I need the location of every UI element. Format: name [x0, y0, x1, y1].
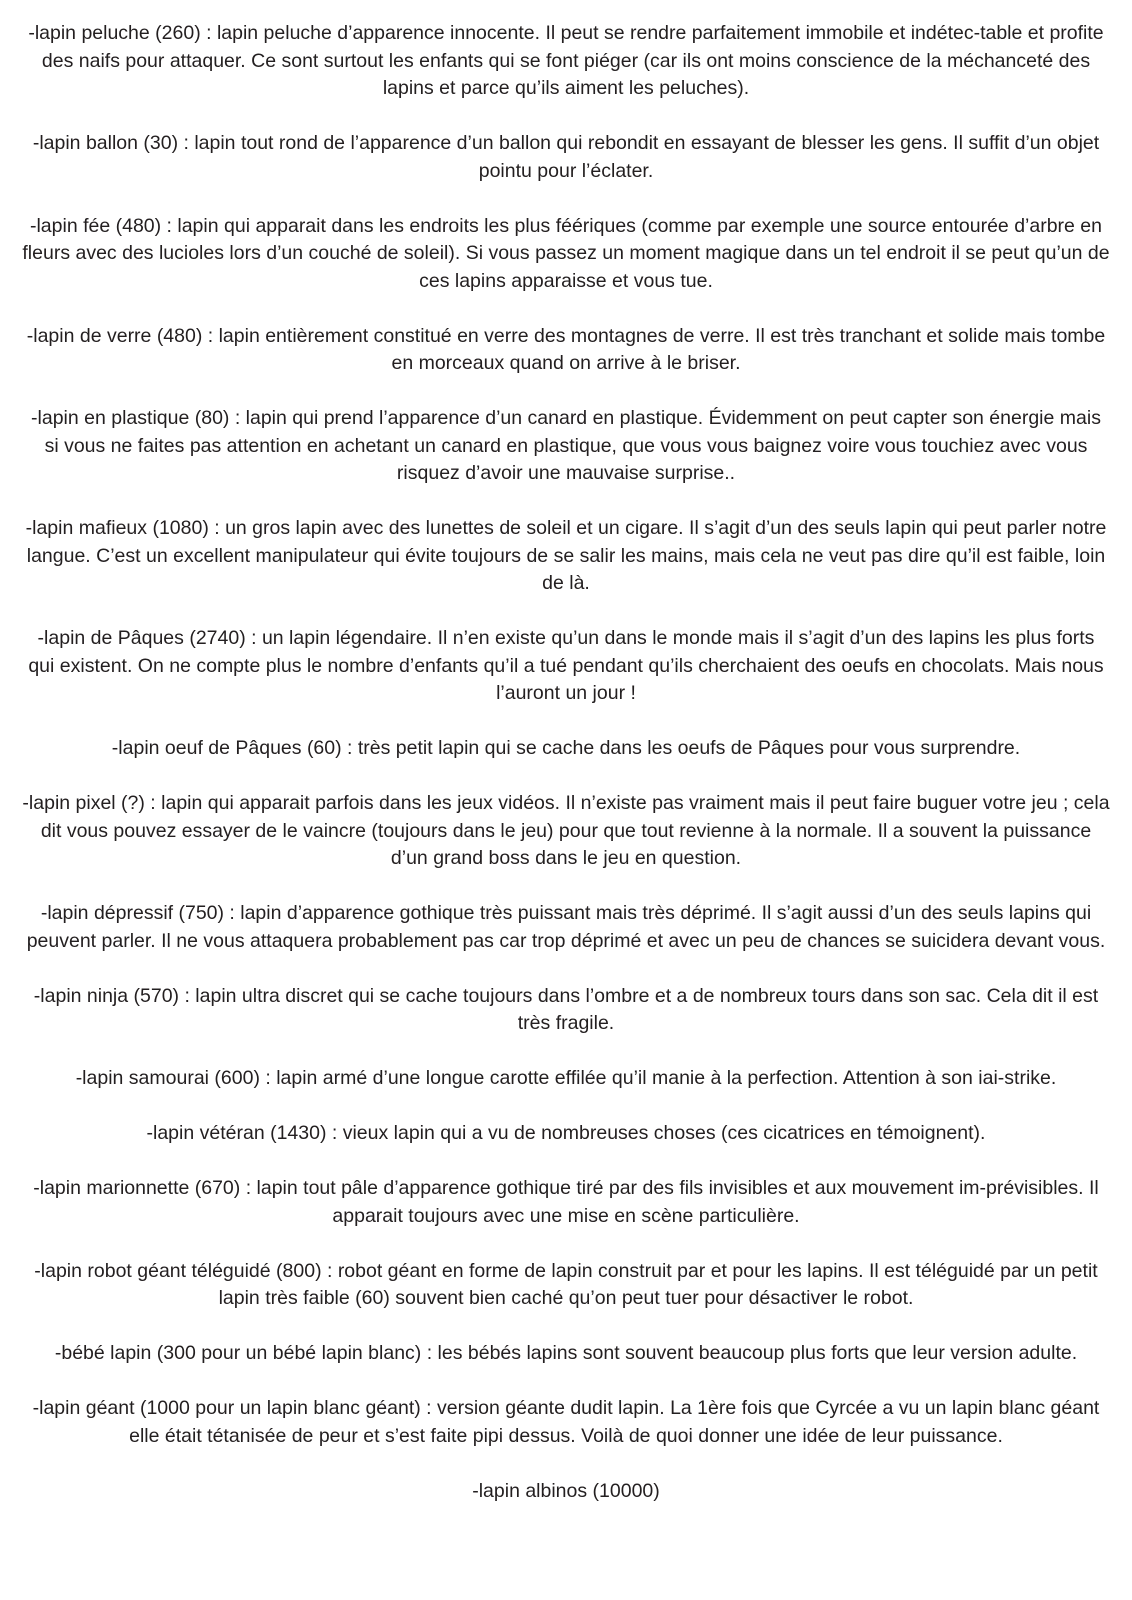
entry-lapin-oeuf-de-paques: -lapin oeuf de Pâques (60) : très petit lapin qui se cache dans les oeufs de Pâques pour vous surprendre.: [111, 737, 1021, 759]
entry-lapin-depressif: -lapin dépressif (750) : lapin d’apparence gothique très puissant mais très déprimé. Il s’agit aussi d’un des seuls lapins qui peuvent parler. Il ne vous attaquera probablement pas car trop déprimé et avec un peu de chances se suicidera devant vous.: [26, 902, 1106, 952]
entry-lapin-fee: -lapin fée (480) : lapin qui apparait dans les endroits les plus féériques (comme par exemple une source entourée d’arbre en fleurs avec des lucioles lors d’un couché de soleil). Si vous passez un moment magique dans un tel endroit il se peut qu’un de ces lapins apparaisse et vous tue.: [22, 214, 1110, 292]
entry-lapin-samourai: -lapin samourai (600) : lapin armé d’une longue carotte effilée qu’il manie à la perfection. Attention à son iai-strike.: [75, 1067, 1057, 1089]
entry-lapin-veteran: -lapin vétéran (1430) : vieux lapin qui a vu de nombreuses choses (ces cicatrices en témoignent).: [146, 1122, 986, 1144]
document-page: [22, 20, 1110, 1505]
entry-lapin-pixel: -lapin pixel (?) : lapin qui apparait parfois dans les jeux vidéos. Il n’existe pas vraiment mais il peut faire buguer votre jeu ; cela dit vous pouvez essayer de le vaincre (toujours dans le jeu) pour que tout revienne à la normale. Il a souvent la puissance d’un grand boss dans le jeu en question.: [22, 792, 1110, 869]
entry-lapin-mafieux: -lapin mafieux (1080) : un gros lapin avec des lunettes de soleil et un cigare. Il s’agit d’un des seuls lapin qui peut parler notre langue. C’est un excellent manipulateur qui évite toujours de se salir les mains, mais cela ne veut pas dire qu’il est faible, loin de là.: [25, 517, 1107, 594]
entry-lapin-en-plastique: -lapin en plastique (80) : lapin qui prend l’apparence d’un canard en plastique. Évidemment on peut capter son énergie mais si vous ne faites pas attention en achetant un canard en plastique, que vous vous baignez voire vous touchiez avec vous risquez d’avoir une mauvaise surprise..: [31, 407, 1101, 484]
entry-lapin-ninja: -lapin ninja (570) : lapin ultra discret qui se cache toujours dans l’ombre et a de nombreux tours dans son sac. Cela dit il est très fragile.: [33, 984, 1099, 1034]
entry-lapin-geant: -lapin géant (1000 pour un lapin blanc géant) : version géante dudit lapin. La 1ère fois que Cyrcée a vu un lapin blanc géant elle était tétanisée de peur et s’est faite pipi dessus. Voilà de quoi donner une idée de leur puissance.: [32, 1397, 1100, 1447]
entry-lapin-ballon: -lapin ballon (30) : lapin tout rond de l’apparence d’un ballon qui rebondit en essayant de blesser les gens. Il suffit d’un objet pointu pour l’éclater.: [32, 132, 1100, 182]
entry-bebe-lapin: -bébé lapin (300 pour un bébé lapin blanc) : les bébés lapins sont souvent beaucoup plus forts que leur version adulte.: [54, 1342, 1078, 1364]
entry-lapin-robot-geant: -lapin robot géant téléguidé (800) : robot géant en forme de lapin construit par et pour les lapins. Il est téléguidé par un petit lapin très faible (60) souvent bien caché qu’on peut tuer pour désactiver le robot.: [34, 1259, 1098, 1309]
entry-lapin-peluche: -lapin peluche (260) : lapin peluche d’apparence innocente. Il peut se rendre parfaitement immobile et indétec-table et profite des naifs pour attaquer. Ce sont surtout les enfants qui se font piéger (car ils ont moins conscience de la méchanceté des lapins et parce qu’ils aiment les peluches).: [28, 22, 1104, 99]
entry-lapin-de-paques: -lapin de Pâques (2740) : un lapin légendaire. Il n’en existe qu’un dans le monde mais il s’agit d’un des lapins les plus forts qui existent. On ne compte plus le nombre d’enfants qu’il a tué pendant qu’ils cherchaient des oeufs en chocolats. Mais nous l’auront un jour !: [28, 627, 1104, 704]
entry-lapin-marionnette: -lapin marionnette (670) : lapin tout pâle d’apparence gothique tiré par des fils invisibles et aux mouvement im-prévisibles. Il apparait toujours avec une mise en scène particulière.: [33, 1177, 1099, 1227]
entry-lapin-albinos: -lapin albinos (10000): [472, 1479, 660, 1502]
entry-lapin-de-verre: -lapin de verre (480) : lapin entièrement constitué en verre des montagnes de verre. Il est très tranchant et solide mais tombe en morceaux quand on arrive à le briser.: [26, 324, 1106, 374]
